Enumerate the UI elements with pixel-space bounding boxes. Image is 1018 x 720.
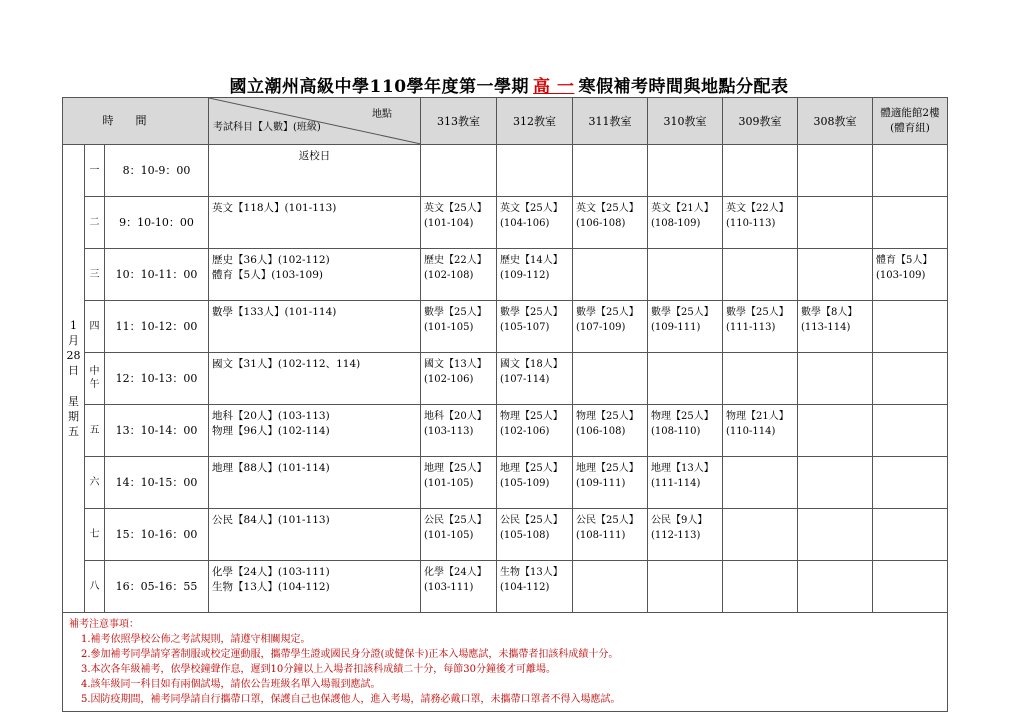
assignment-line: 英文【25人】 <box>576 203 639 214</box>
empty-cell <box>798 145 873 197</box>
empty-cell <box>723 353 798 405</box>
title-suffix: 寒假補考時間與地點分配表 <box>578 77 789 97</box>
assignment-line: (108-111) <box>576 530 626 541</box>
empty-cell <box>723 249 798 301</box>
subject-cell <box>209 509 421 561</box>
assignment-line: (101-105) <box>424 322 474 333</box>
period-cell <box>85 145 105 197</box>
time-cell: 13：10-14：00 <box>105 405 209 457</box>
assignment-line: (109-111) <box>576 478 626 489</box>
subject-cell <box>209 353 421 405</box>
room-assignment-cell <box>573 197 648 249</box>
assignment-line: (102-106) <box>500 426 550 437</box>
notes-row <box>63 613 948 712</box>
table-row <box>63 457 948 509</box>
empty-cell <box>798 561 873 613</box>
room-assignment-cell <box>497 405 573 457</box>
period-cell <box>85 457 105 509</box>
assignment-line: (107-109) <box>576 322 626 333</box>
room-assignment-cell <box>421 197 497 249</box>
assignment-line: 英文【25人】 <box>424 203 487 214</box>
vertical-text: 二 <box>89 217 100 228</box>
note-item: 5.因防疫期間，補考同學請自行攜帶口罩，保護自己也保護他人，進入考場，請務必戴口罩，未攜帶口罩者不得入場應試。 <box>81 694 621 705</box>
assignment-line: 物理【25人】 <box>576 411 639 422</box>
subject-line: 歷史【36人】(102-112) <box>212 254 330 266</box>
assignment-line: 公民【25人】 <box>576 515 639 526</box>
subject-line: 體育【5人】(103-109) <box>212 269 324 281</box>
empty-cell <box>873 197 948 249</box>
room-header: 313教室 <box>421 98 497 145</box>
empty-cell <box>798 249 873 301</box>
time-cell: 14：10-15：00 <box>105 457 209 509</box>
room-header: 310教室 <box>648 98 723 145</box>
empty-cell <box>648 353 723 405</box>
table-row <box>63 509 948 561</box>
empty-cell <box>723 561 798 613</box>
subject-line: 英文【118人】(101-113) <box>212 202 337 214</box>
subject-line: 數學【133人】(101-114) <box>212 306 337 318</box>
time-cell: 9：10-10：00 <box>105 197 209 249</box>
note-item: 1.補考依照學校公佈之考試規則，請遵守相關規定。 <box>81 634 311 645</box>
subject-line: 物理【96人】(102-114) <box>212 425 330 437</box>
period-cell <box>85 405 105 457</box>
table-row <box>63 249 948 301</box>
room-assignment-cell <box>573 301 648 353</box>
assignment-line: (109-112) <box>500 270 550 281</box>
room-assignment-cell <box>648 509 723 561</box>
assignment-line: 數學【25人】 <box>726 307 789 318</box>
title-prefix: 國立潮州高級中學110學年度第一學期 <box>229 77 530 97</box>
assignment-line: 歷史【14人】 <box>500 255 563 266</box>
vertical-text: 七 <box>89 529 100 540</box>
period-cell <box>85 353 105 405</box>
assignment-line: (108-109) <box>651 218 701 229</box>
notes-heading: 補考注意事項： <box>69 619 139 630</box>
assignment-line: (103-109) <box>876 270 926 281</box>
assignment-line: (110-113) <box>726 218 776 229</box>
room-assignment-cell <box>421 457 497 509</box>
assignment-line: (104-106) <box>500 218 550 229</box>
assignment-line: 化學【24人】 <box>424 567 487 578</box>
assignment-line: 公民【25人】 <box>500 515 563 526</box>
assignment-line: (101-104) <box>424 218 474 229</box>
subject-cell <box>209 405 421 457</box>
vertical-text: 八 <box>89 581 100 592</box>
room-assignment-cell <box>497 561 573 613</box>
assignment-line: 數學【25人】 <box>424 307 487 318</box>
assignment-line: (101-105) <box>424 478 474 489</box>
assignment-line: (110-114) <box>726 426 776 437</box>
room-header: 308教室 <box>798 98 873 145</box>
subject-cell <box>209 145 421 197</box>
vertical-text: 星期五 <box>68 394 79 438</box>
assignment-line: 英文【25人】 <box>500 203 563 214</box>
period-cell <box>85 509 105 561</box>
subject-cell <box>209 197 421 249</box>
time-cell: 15：10-16：00 <box>105 509 209 561</box>
vertical-text: 四 <box>89 321 100 332</box>
room-assignment-cell <box>421 301 497 353</box>
assignment-line: (105-108) <box>500 530 550 541</box>
room-assignment-cell <box>723 197 798 249</box>
assignment-line: (109-111) <box>651 322 701 333</box>
table-row <box>63 353 948 405</box>
subject-cell <box>209 457 421 509</box>
assignment-line: (104-112) <box>500 582 550 593</box>
room-assignment-cell <box>497 353 573 405</box>
assignment-line: (111-114) <box>651 478 701 489</box>
notes-cell <box>63 613 948 712</box>
assignment-line: (108-110) <box>651 426 701 437</box>
empty-cell <box>873 405 948 457</box>
empty-cell <box>798 405 873 457</box>
period-cell <box>85 249 105 301</box>
vertical-text: 中午 <box>89 366 100 390</box>
assignment-line: 數學【25人】 <box>576 307 639 318</box>
table-row <box>63 197 948 249</box>
vertical-text: 六 <box>89 477 100 488</box>
subject-line: 國文【31人】(102-112、114) <box>212 358 361 370</box>
empty-cell <box>798 509 873 561</box>
subject-line: 地科【20人】(103-113) <box>212 410 330 422</box>
room-assignment-cell <box>648 457 723 509</box>
assignment-line: (103-111) <box>424 582 474 593</box>
assignment-line: 地理【25人】 <box>576 463 639 474</box>
room-assignment-cell <box>723 301 798 353</box>
note-item: 4.該年級同一科目如有兩個試場，請依公告班級名單入場報到應試。 <box>81 679 381 690</box>
assignment-line: (107-114) <box>500 374 550 385</box>
table-row <box>63 561 948 613</box>
room-assignment-cell <box>497 249 573 301</box>
period-cell <box>85 301 105 353</box>
empty-cell <box>873 561 948 613</box>
assignment-line: (102-106) <box>424 374 474 385</box>
empty-cell <box>723 509 798 561</box>
room-assignment-cell <box>573 509 648 561</box>
room-assignment-cell <box>648 301 723 353</box>
table-row <box>63 145 948 197</box>
time-cell: 11：10-12：00 <box>105 301 209 353</box>
assignment-line: 數學【8人】 <box>801 307 858 318</box>
room-header: 309教室 <box>723 98 798 145</box>
assignment-line: (112-113) <box>651 530 701 541</box>
empty-cell <box>421 145 497 197</box>
assignment-line: 物理【25人】 <box>500 411 563 422</box>
date-cell <box>63 145 85 613</box>
empty-cell <box>648 145 723 197</box>
empty-cell <box>873 457 948 509</box>
assignment-line: 物理【25人】 <box>651 411 714 422</box>
room-assignment-cell <box>648 405 723 457</box>
empty-cell <box>497 145 573 197</box>
header-row <box>63 98 948 145</box>
room-assignment-cell <box>497 457 573 509</box>
header-time: 時間 <box>63 98 209 145</box>
empty-cell <box>573 145 648 197</box>
vertical-text: 一 <box>89 165 100 176</box>
assignment-line: (101-105) <box>424 530 474 541</box>
schedule-table <box>62 97 948 712</box>
empty-cell <box>648 561 723 613</box>
assignment-line: 歷史【22人】 <box>424 255 487 266</box>
assignment-line: 地理【13人】 <box>651 463 714 474</box>
room-assignment-cell <box>497 301 573 353</box>
room-assignment-cell <box>798 301 873 353</box>
subject-line: 返校日 <box>298 150 331 162</box>
subject-line: 公民【84人】(101-113) <box>212 514 330 526</box>
room-assignment-cell <box>573 457 648 509</box>
empty-cell <box>873 301 948 353</box>
room-header: 312教室 <box>497 98 573 145</box>
room-assignment-cell <box>573 405 648 457</box>
assignment-line: 物理【21人】 <box>726 411 789 422</box>
header-subject-label: 考試科目【人數】(班級) <box>213 122 321 133</box>
assignment-line: (103-113) <box>424 426 474 437</box>
assignment-line: 地理【25人】 <box>500 463 563 474</box>
room-assignment-cell <box>723 405 798 457</box>
room-assignment-cell <box>421 405 497 457</box>
room-assignment-cell <box>421 561 497 613</box>
empty-cell <box>873 353 948 405</box>
period-cell <box>85 197 105 249</box>
room-assignment-cell <box>497 197 573 249</box>
time-cell: 16：05-16：55 <box>105 561 209 613</box>
title-grade: 高 一 <box>533 77 575 97</box>
assignment-line: 地理【25人】 <box>424 463 487 474</box>
period-cell <box>85 561 105 613</box>
note-item: 2.參加補考同學請穿著制服或校定運動服，攜帶學生證或國民身分證(或健保卡)正本入場應試，未攜帶者扣該科成績十分。 <box>81 649 619 660</box>
empty-cell <box>798 353 873 405</box>
empty-cell <box>573 561 648 613</box>
assignment-line: 英文【22人】 <box>726 203 789 214</box>
assignment-line: 公民【25人】 <box>424 515 487 526</box>
subject-cell <box>209 301 421 353</box>
assignment-line: 數學【25人】 <box>500 307 563 318</box>
empty-cell <box>648 249 723 301</box>
assignment-line: 地科【20人】 <box>424 411 487 422</box>
assignment-line: 國文【13人】 <box>424 359 487 370</box>
empty-cell <box>873 509 948 561</box>
room-header-gym: 體適能館2樓 (體育組) <box>873 98 948 145</box>
subject-line: 地理【88人】(101-114) <box>212 462 330 474</box>
room-header: 311教室 <box>573 98 648 145</box>
header-diagonal <box>209 98 421 145</box>
assignment-line: 數學【25人】 <box>651 307 714 318</box>
subject-line: 生物【13人】(104-112) <box>212 581 330 593</box>
vertical-text: 五 <box>89 425 100 436</box>
subject-line: 化學【24人】(103-111) <box>212 566 330 578</box>
assignment-line: (106-108) <box>576 426 626 437</box>
time-cell: 8：10-9：00 <box>105 145 209 197</box>
assignment-line: 體育【5人】 <box>876 255 933 266</box>
room-assignment-cell <box>648 197 723 249</box>
time-cell: 10：10-11：00 <box>105 249 209 301</box>
room-assignment-cell <box>497 509 573 561</box>
assignment-line: 生物【13人】 <box>500 567 563 578</box>
vertical-text: 三 <box>89 269 100 280</box>
empty-cell <box>573 249 648 301</box>
page-title <box>0 72 1018 97</box>
note-item: 3.本次各年級補考，依學校鐘聲作息，遲到10分鐘以上入場者扣該科成績二十分，每節30分鐘後才可離場。 <box>81 664 556 675</box>
subject-cell <box>209 249 421 301</box>
assignment-line: (111-113) <box>726 322 776 333</box>
empty-cell <box>723 145 798 197</box>
empty-cell <box>798 457 873 509</box>
assignment-line: 英文【21人】 <box>651 203 714 214</box>
assignment-line: (105-107) <box>500 322 550 333</box>
table-row <box>63 405 948 457</box>
assignment-line: 國文【18人】 <box>500 359 563 370</box>
room-assignment-cell <box>873 249 948 301</box>
empty-cell <box>798 197 873 249</box>
header-location-label: 地點 <box>372 109 393 120</box>
room-assignment-cell <box>421 353 497 405</box>
room-assignment-cell <box>421 509 497 561</box>
subject-cell <box>209 561 421 613</box>
assignment-line: (105-109) <box>500 478 550 489</box>
assignment-line: (106-108) <box>576 218 626 229</box>
empty-cell <box>873 145 948 197</box>
empty-cell <box>723 457 798 509</box>
assignment-line: (113-114) <box>801 322 851 333</box>
assignment-line: 公民【9人】 <box>651 515 708 526</box>
assignment-line: (102-108) <box>424 270 474 281</box>
vertical-text: 1月28日 <box>66 318 81 377</box>
room-assignment-cell <box>421 249 497 301</box>
empty-cell <box>573 353 648 405</box>
time-cell: 12：10-13：00 <box>105 353 209 405</box>
table-row <box>63 301 948 353</box>
